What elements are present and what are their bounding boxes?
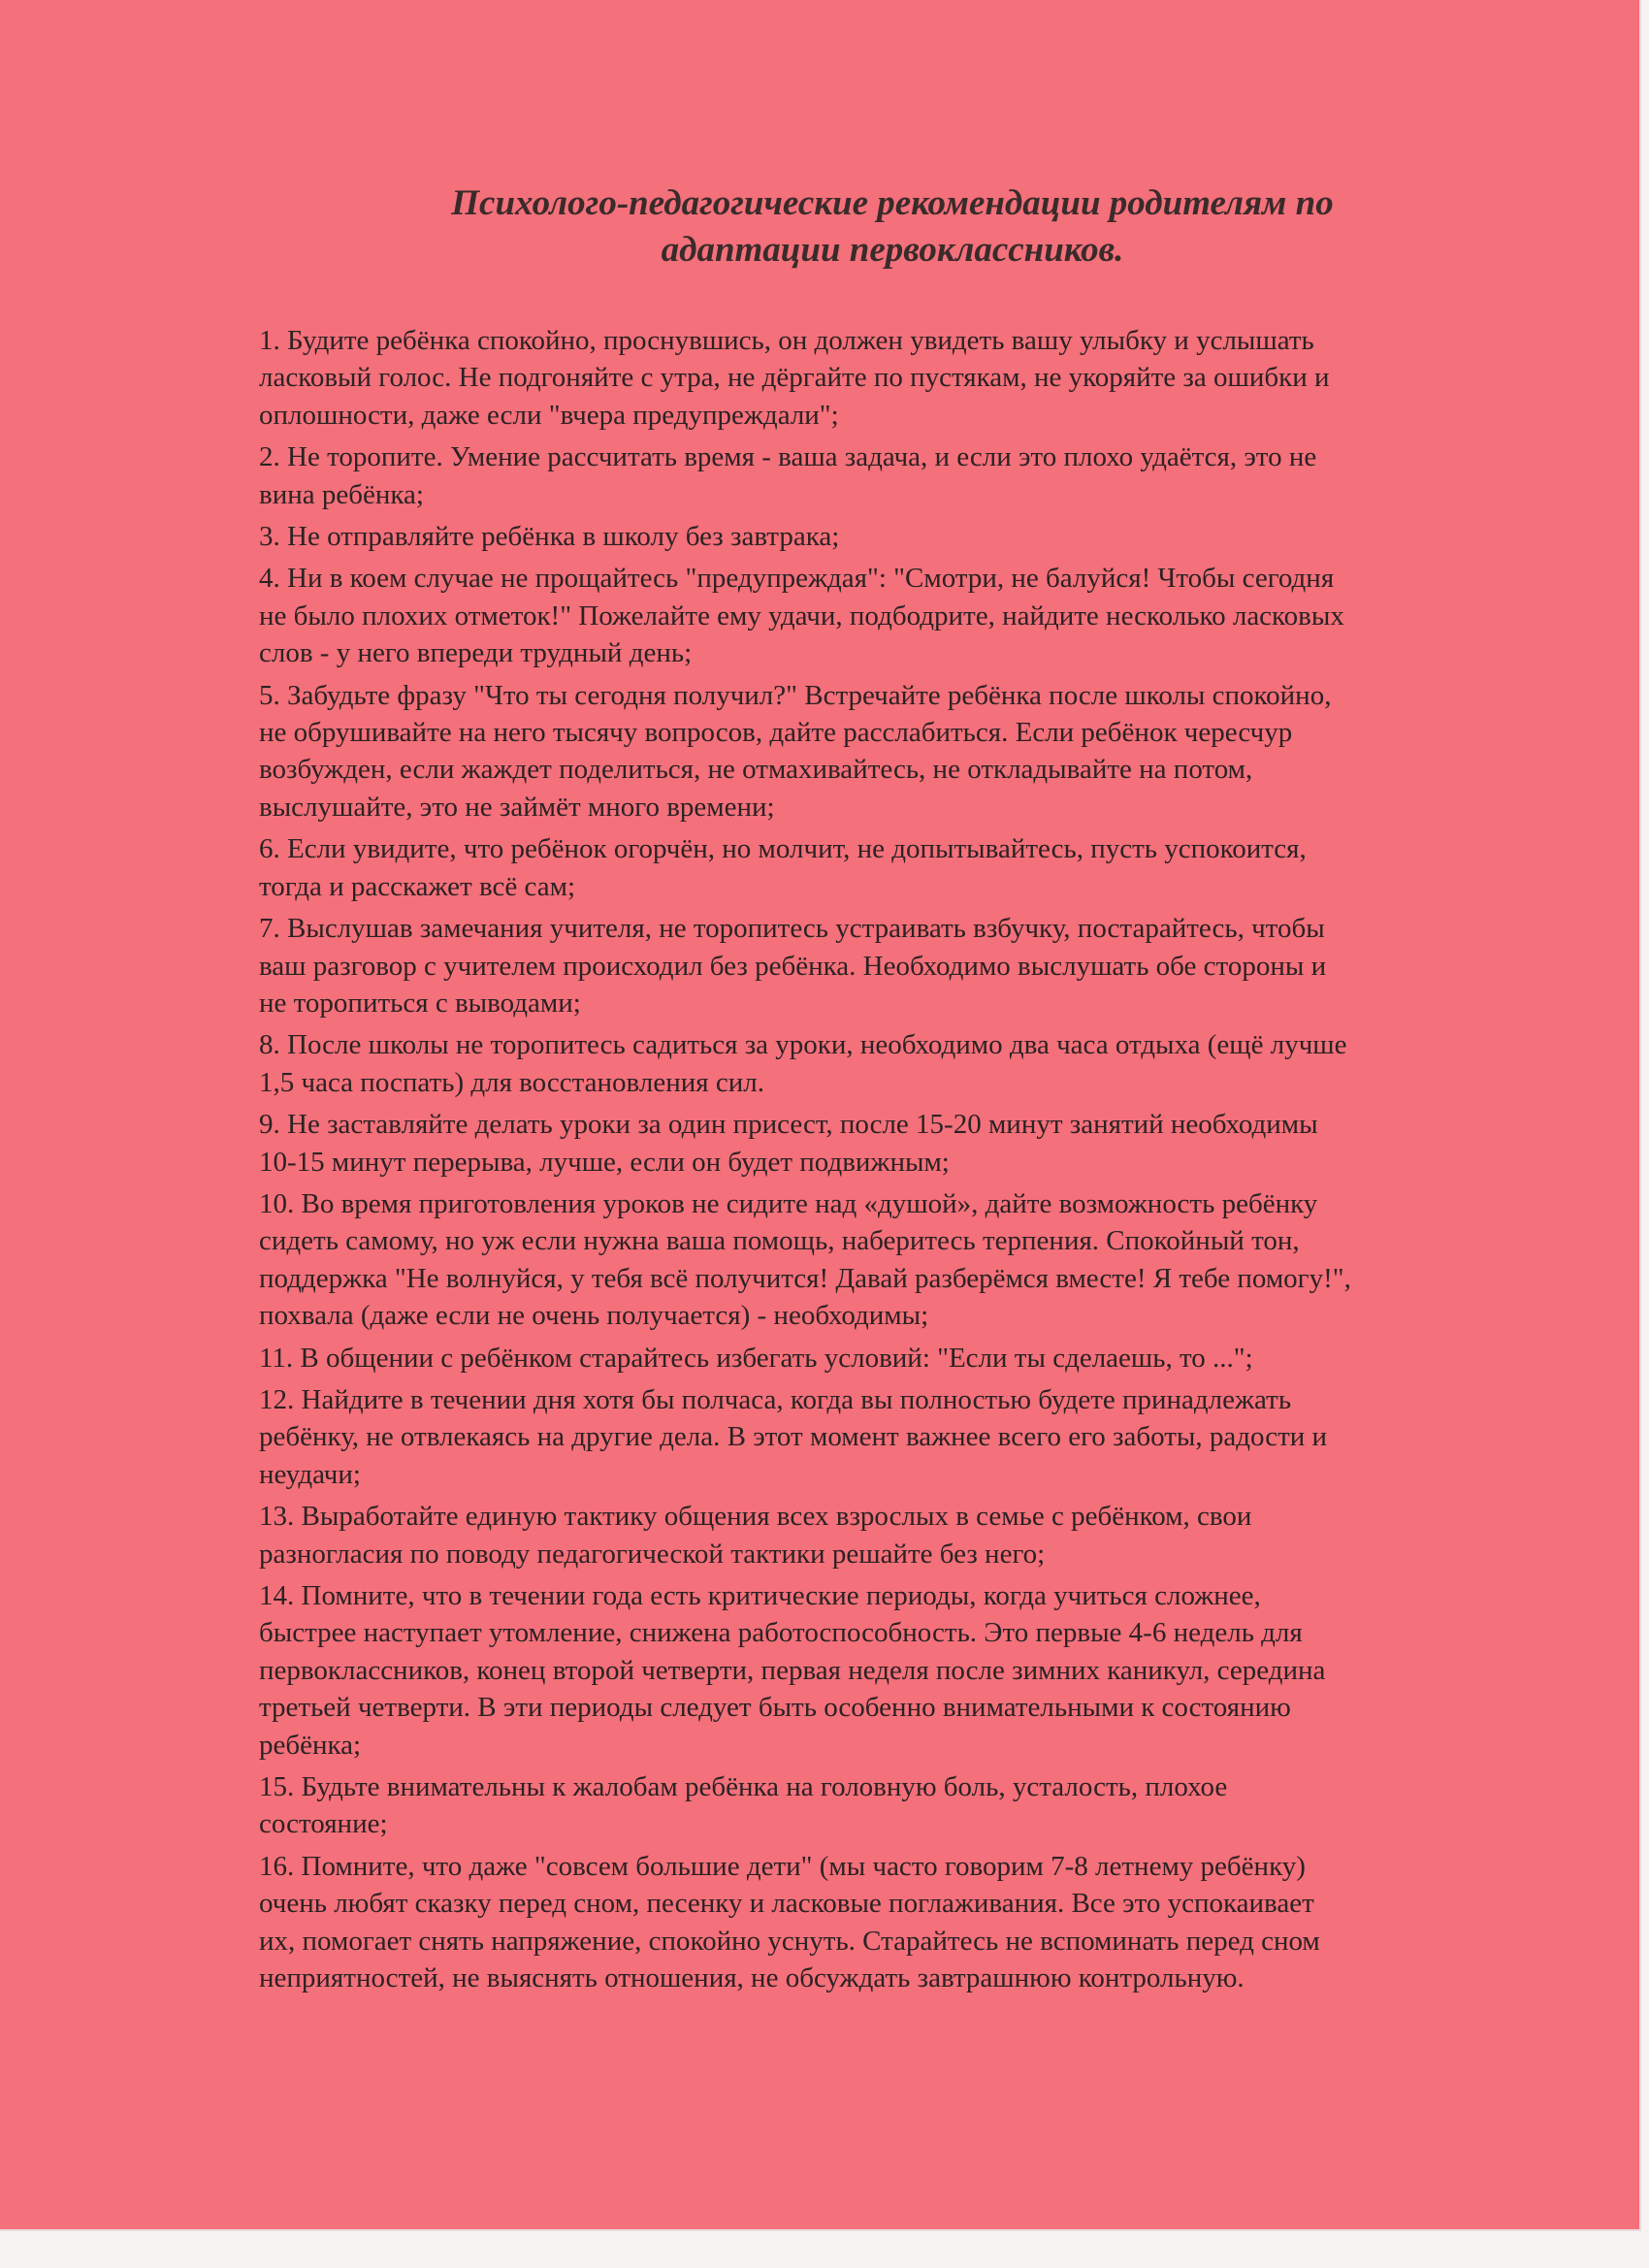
recommendation-text-line: поддержка "Не волнуйся, у тебя всё получится! Давай разберёмся вместе! Я тебе помогу!", <box>259 1262 1351 1294</box>
recommendation-item <box>259 1498 1520 1572</box>
recommendation-text-line: 9. Не заставляйте делать уроки за один присест, после 15-20 минут занятий необходимы <box>259 1109 1318 1141</box>
recommendation-text-line: 10-15 минут перерыва, лучше, если он будет подвижным; <box>259 1146 950 1178</box>
recommendation-text-line: первоклассников, конец второй четверти, первая неделя после зимних каникул, середина <box>259 1654 1326 1686</box>
recommendation-text-line: ваш разговор с учителем происходил без ребёнка. Необходимо выслушать обе стороны и <box>259 950 1327 982</box>
recommendation-item <box>259 518 1520 555</box>
recommendation-text-line: разногласия по поводу педагогической тактики решайте без него; <box>259 1538 1046 1570</box>
recommendation-text-line: 16. Помните, что даже "совсем большие дети" (мы часто говорим 7-8 летнему ребёнку) <box>259 1850 1306 1882</box>
recommendation-text-line: ласковый голос. Не подгоняйте с утра, не дёргайте по пустякам, не укоряйте за ошибки и <box>259 362 1330 394</box>
recommendation-item <box>259 1381 1520 1493</box>
recommendations-list <box>259 322 1520 2001</box>
recommendation-item <box>259 1106 1520 1181</box>
recommendation-item <box>259 830 1520 905</box>
recommendation-text-line: сидеть самому, но уж если нужна ваша помощь, наберитесь терпения. Спокойный тон, <box>259 1225 1300 1257</box>
recommendation-text-line: 15. Будьте внимательны к жалобам ребёнка на головную боль, усталость, плохое <box>259 1771 1228 1803</box>
title-line: Психолого-педагогические рекомендации родителям по <box>451 183 1334 223</box>
recommendation-text-line: тогда и расскажет всё сам; <box>259 870 575 902</box>
recommendation-text-line: не было плохих отметок!" Пожелайте ему удачи, подбодрите, найдите несколько ласковых <box>259 599 1344 632</box>
recommendation-text-line: вина ребёнка; <box>259 478 424 510</box>
recommendation-text-line: третьей четверти. В эти периоды следует быть особенно внимательными к состоянию <box>259 1692 1291 1724</box>
recommendation-item <box>259 910 1520 1021</box>
recommendation-text-line: оплошности, даже если "вчера предупреждали"; <box>259 399 839 431</box>
recommendation-item <box>259 1026 1520 1101</box>
recommendation-text-line: очень любят сказку перед сном, песенку и ласковые поглаживания. Все это успокаивает <box>259 1888 1314 1920</box>
recommendation-text-line: 1. Будите ребёнка спокойно, проснувшись, он должен увидеть вашу улыбку и услышать <box>259 325 1314 356</box>
recommendation-text-line: 8. После школы не торопитесь садиться за уроки, необходимо два часа отдыха (ещё лучше <box>259 1029 1347 1061</box>
recommendation-text-line: возбужден, если жаждет поделиться, не отмахивайтесь, не откладывайте на потом, <box>259 754 1253 786</box>
recommendation-item <box>259 1185 1520 1335</box>
recommendation-item <box>259 322 1520 434</box>
recommendation-text-line: 6. Если увидите, что ребёнок огорчён, но молчит, не допытывайтесь, пусть успокоится, <box>259 833 1307 865</box>
recommendation-text-line: их, помогает снять напряжение, спокойно уснуть. Старайтесь не вспоминать перед сном <box>259 1925 1320 1957</box>
recommendation-item <box>259 438 1520 513</box>
recommendation-item <box>259 1768 1520 1843</box>
recommendation-text-line: 7. Выслушав замечания учителя, не торопитесь устраивать взбучку, постарайтесь, чтобы <box>259 913 1325 945</box>
recommendation-text-line: 1,5 часа поспать) для восстановления сил. <box>259 1066 764 1098</box>
recommendation-text-line: 4. Ни в коем случае не прощайтесь "предупреждая": "Смотри, не балуйся! Чтобы сегодня <box>259 563 1335 595</box>
recommendation-text-line: ребёнка; <box>259 1729 362 1761</box>
recommendation-text-line: слов - у него впереди трудный день; <box>259 637 693 669</box>
recommendation-item <box>259 1848 1520 1997</box>
recommendation-text-line: 11. В общении с ребёнком старайтесь избегать условий: "Если ты сделаешь, то ..."; <box>259 1342 1253 1374</box>
recommendation-text-line: быстрее наступает утомление, снижена работоспособность. Это первые 4-6 недель для <box>259 1617 1303 1649</box>
recommendation-item <box>259 1577 1520 1764</box>
recommendation-text-line: похвала (даже если не очень получается) - необходимы; <box>259 1300 929 1332</box>
recommendation-item <box>259 677 1520 826</box>
recommendation-text-line: 3. Не отправляйте ребёнка в школу без завтрака; <box>259 521 840 553</box>
recommendation-text-line: не торопиться с выводами; <box>259 987 581 1019</box>
recommendation-text-line: не обрушивайте на него тысячу вопросов, дайте расслабиться. Если ребёнок чересчур <box>259 717 1293 749</box>
recommendation-text-line: неудачи; <box>259 1458 361 1490</box>
recommendation-text-line: 10. Во время приготовления уроков не сидите над «душой», дайте возможность ребёнку <box>259 1187 1318 1219</box>
recommendation-text-line: ребёнку, не отвлекаясь на другие дела. В этот момент важнее всего его заботы, радости и <box>259 1421 1328 1453</box>
recommendation-text-line: состояние; <box>259 1808 388 1840</box>
recommendation-text-line: неприятностей, не выяснять отношения, не обсуждать завтрашнюю контрольную. <box>259 1962 1245 1994</box>
title-line: адаптации первоклассников. <box>661 230 1124 270</box>
recommendation-text-line: выслушайте, это не займёт много времени; <box>259 791 775 823</box>
recommendation-text-line: 2. Не торопите. Умение рассчитать время - ваша задача, и если это плохо удаётся, это не <box>259 441 1317 473</box>
document-title <box>281 180 1504 274</box>
recommendation-text-line: 13. Выработайте единую тактику общения всех взрослых в семье с ребёнком, свои <box>259 1501 1252 1533</box>
recommendation-item <box>259 1340 1520 1377</box>
recommendation-item <box>259 560 1520 671</box>
recommendation-text-line: 5. Забудьте фразу "Что ты сегодня получил?" Встречайте ребёнка после школы спокойно, <box>259 679 1332 711</box>
recommendation-text-line: 12. Найдите в течении дня хотя бы полчаса, когда вы полностью будете принадлежать <box>259 1383 1292 1415</box>
recommendation-text-line: 14. Помните, что в течении года есть критические периоды, когда учиться сложнее, <box>259 1580 1261 1611</box>
